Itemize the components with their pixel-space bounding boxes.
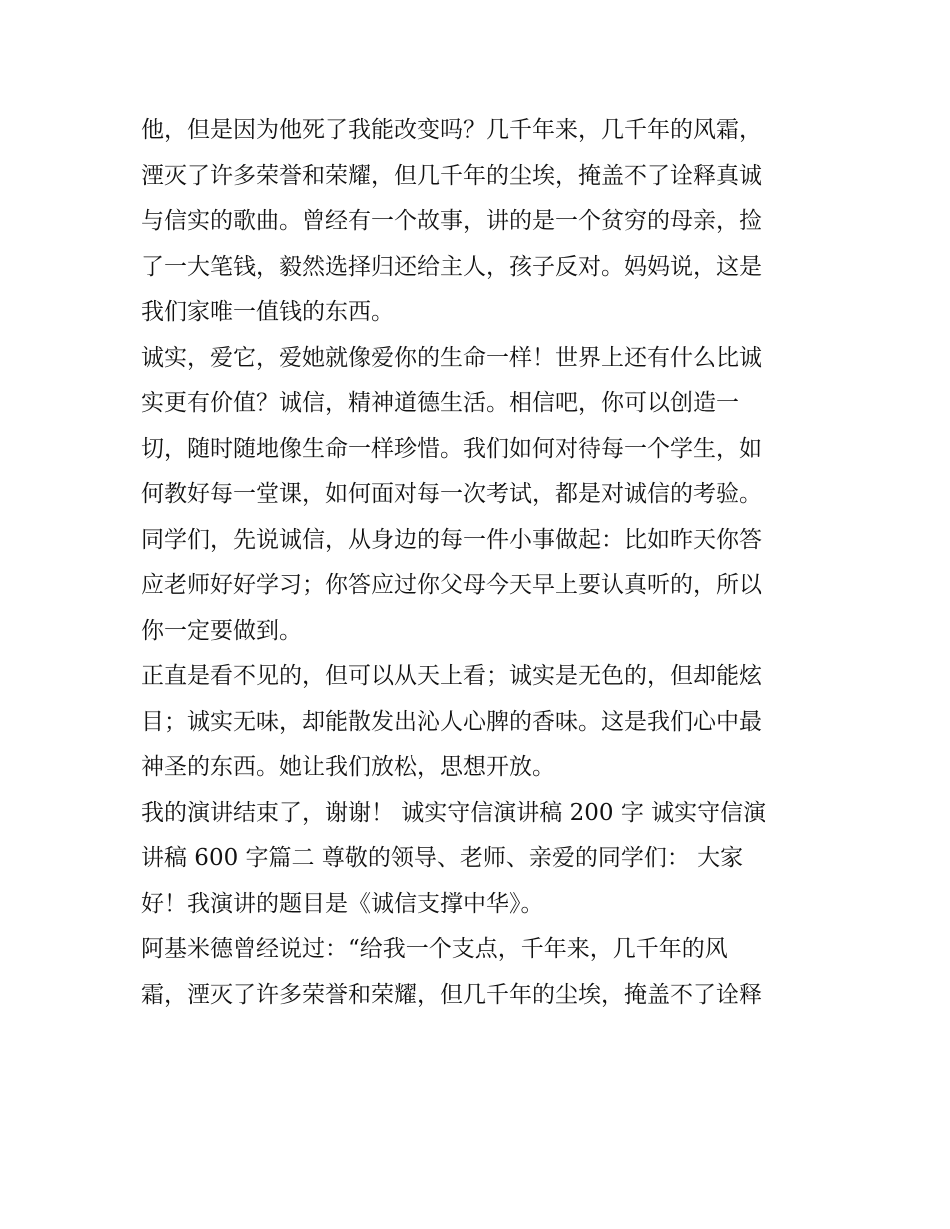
text-line: 诚实，爱它，爱她就像爱你的生命一样！世界上还有什么比诚 <box>141 344 762 371</box>
text-line: 阿基米德曾经说过：“给我一个支点，千年来，几千年的风 <box>141 936 728 962</box>
text-line: 讲稿 600 字篇二 尊敬的领导、老师、亲爱的同学们： 大家 <box>141 845 744 871</box>
text-line: 湮灭了许多荣誉和荣耀，但几千年的尘埃，掩盖不了诠释真诚 <box>141 162 762 189</box>
text-line: 切，随时随地像生命一样珍惜。我们如何对待每一个学生，如 <box>141 435 762 462</box>
text-line: 我们家唯一值钱的东西。 <box>141 299 394 325</box>
text-line: 应老师好好学习；你答应过你父母今天早上要认真听的，所以 <box>141 572 762 598</box>
text-line: 同学们，先说诚信，从身边的每一件小事做起：比如昨天你答 <box>141 526 762 553</box>
text-line: 我的演讲结束了，谢谢！ 诚实守信演讲稿 200 字 诚实守信演 <box>141 799 767 826</box>
text-line: 了一大笔钱，毅然选择归还给主人，孩子反对。妈妈说，这是 <box>141 253 762 280</box>
text-line: 好！我演讲的题目是《诚信支撑中华》。 <box>141 890 544 917</box>
text-line: 你一定要做到。 <box>141 617 302 644</box>
text-line: 他，但是因为他死了我能改变吗？几千年来，几千年的风霜， <box>141 117 762 143</box>
text-line: 正直是看不见的，但可以从天上看；诚实是无色的，但却能炫 <box>141 663 762 689</box>
text-line: 目；诚实无味，却能散发出沁人心脾的香味。这是我们心中最 <box>141 708 762 735</box>
text-line: 神圣的东西。她让我们放松，思想开放。 <box>141 754 555 780</box>
text-line: 霜，湮灭了许多荣誉和荣耀，但几千年的尘埃，掩盖不了诠释 <box>141 981 762 1008</box>
text-line: 实更有价值？诚信，精神道德生活。相信吧，你可以创造一 <box>141 390 739 416</box>
document-body <box>141 108 821 1018</box>
text-line: 与信实的歌曲。曾经有一个故事，讲的是一个贫穷的母亲，捡 <box>141 208 762 234</box>
text-line: 何教好每一堂课，如何面对每一次考试，都是对诚信的考验。 <box>141 481 762 507</box>
